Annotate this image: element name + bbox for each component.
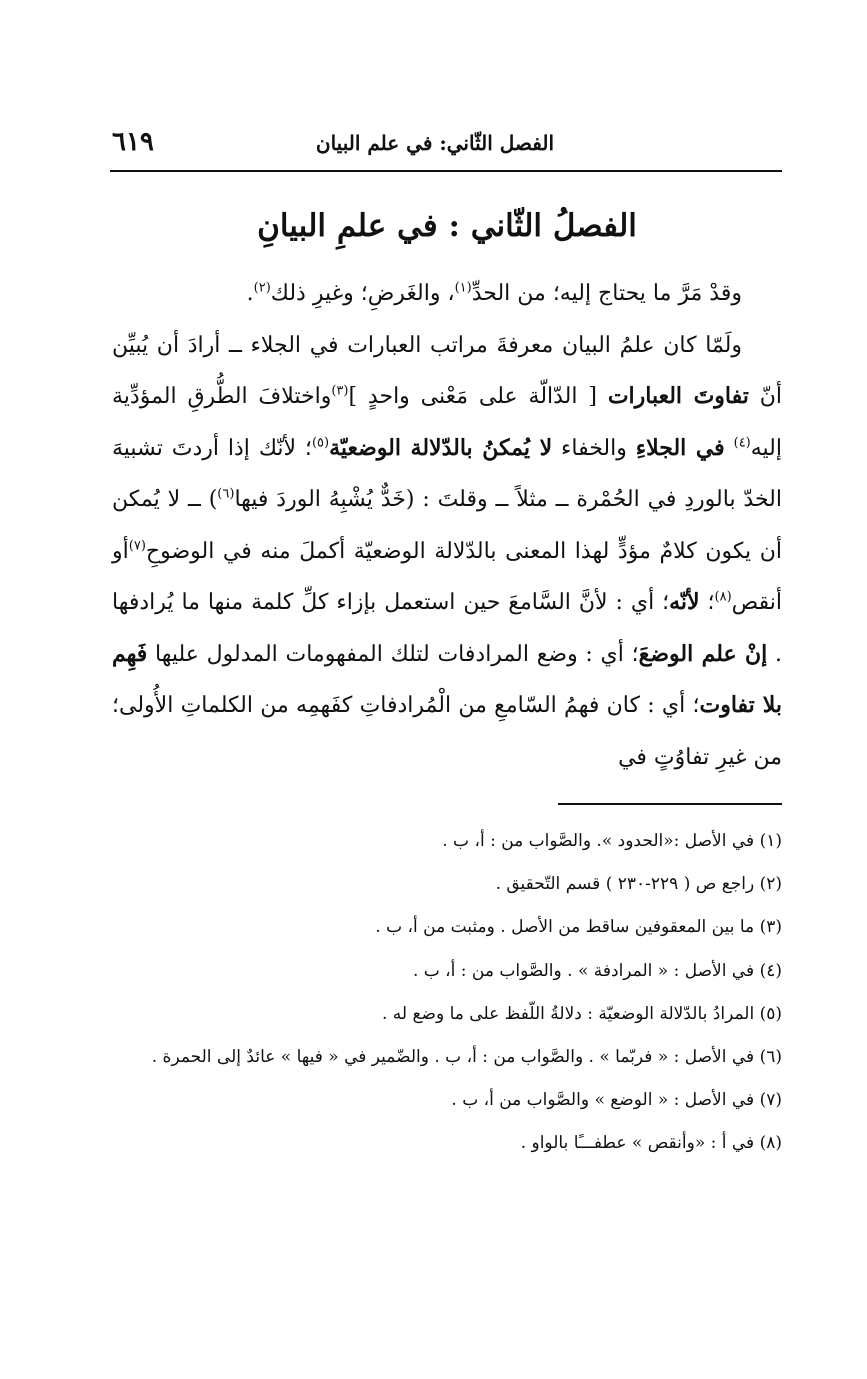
footnote-ref-2: (٢): [253, 280, 271, 296]
bold-term: فَهِم بلا تفاوت: [112, 640, 782, 718]
footnote-8: (٨) في أ : «وأنقص » عطفـــًا بالواو .: [520, 1133, 782, 1154]
paragraph-2: [112, 320, 782, 784]
text-run: وقدْ مَرَّ ما يحتاج إليه؛ من الحدِّ: [471, 281, 742, 306]
footnote-ref-1: (١): [454, 280, 472, 296]
footnote-ref-4: (٤): [733, 435, 751, 451]
footnote-1: (١) في الأصل :«الحدود ». والصَّواب من : أ، ب .: [442, 831, 782, 851]
text-run: ؛: [699, 590, 715, 615]
text-run: واختلافَ الطُّرقِ المؤدِّية إليه: [112, 384, 782, 461]
text-run: ؛ لأنّك إذا أردتَ تشبيهَ الخدّ بالوردِ في الحُمْرة ــ مثلاً ــ وقلتَ : (خَدٌّ يُشْبِهُ الوردَ فيها: [112, 435, 782, 512]
bold-term: إنْ علم الوضعَ: [638, 640, 768, 667]
bold-term: لا يُمكنُ بالدّلالة الوضعيّة: [329, 434, 553, 461]
text-run: والخفاء: [552, 435, 636, 461]
running-title: الفصل الثّاني: في علم البيان: [315, 131, 554, 155]
footnote-7: (٧) في الأصل : « الوضع » والصَّواب من أ، ب .: [451, 1090, 782, 1111]
text-run: ) ــ لا يُمكن أن يكون كلامٌ مؤدٍّ لهذا المعنى بالدّلالة الوضعيّة أكملَ منه في الوضوحِ: [112, 487, 782, 564]
header-rule: [110, 170, 782, 172]
page-number: ٦١٩: [112, 127, 154, 157]
footnotes-list: [112, 820, 782, 1166]
paragraph-1: [112, 268, 782, 320]
footnote-ref-6: (٦): [217, 486, 235, 502]
chapter-title: الفصلُ الثّاني : في علمِ البيانِ: [257, 208, 637, 244]
text-run: ؛ أي : كان فهمُ السّامعِ من الْمُرادفاتِ كفَهمِه من الكلماتِ الأُولى؛ من غيرِ تفاوُتٍ في: [112, 693, 782, 770]
text-run: [ الدّالّة على مَعْنى واحدٍ ]: [348, 384, 608, 409]
text-run: ؛ أي : لأنَّ السَّامعَ حين استعمل بإزاء كلِّ كلمة منها ما يُرادفها .: [112, 590, 782, 667]
text-run: .: [246, 281, 254, 306]
footnote-6: (٦) في الأصل : « فربّما » . والصَّواب من : أ، ب . والضّمير في « فيها » عائدٌ إلى الحمرة .: [151, 1047, 782, 1068]
footnote-ref-7: (٧): [128, 538, 146, 554]
footnote-ref-5: (٥): [311, 435, 330, 451]
text-run: أو أنقص: [112, 538, 782, 615]
footnote-5: (٥) المرادُ بالدّلالة الوضعيّة : دلالةُ اللّفظ على ما وضع له .: [382, 1003, 782, 1024]
bold-term: تفاوتَ العبارات: [607, 383, 749, 409]
bold-term: لأنّه: [669, 589, 700, 615]
footnote-ref-8: (٨): [714, 589, 732, 605]
text-run: ، والغَرضِ؛ وغيرِ ذلك: [270, 281, 455, 306]
text-run: ولَمّا كان علمُ البيان معرفةَ مراتب العبارات في الجلاء ــ أرادَ أن يُبيِّن أنّ: [112, 332, 782, 409]
footnote-2: (٢) راجع ص ( ٢٢٩-٢٣٠ ) قسم التّحقيق .: [495, 874, 782, 895]
bold-term: في الجلاءِ: [635, 434, 725, 461]
main-text: [112, 268, 782, 783]
footnote-ref-3: (٣): [331, 383, 349, 399]
text-run: ؛ أي : وضع المرادفات لتلك المفهومات المدلول عليها: [147, 641, 639, 667]
footnote-3: (٣) ما بين المعقوفين ساقط من الأصل . ومثبت من أ، ب .: [375, 917, 782, 938]
text-run: [725, 436, 734, 461]
page-header: [112, 125, 782, 165]
footnote-separator: [558, 803, 782, 805]
footnote-4: (٤) في الأصل : « المرادفة » . والصَّواب من : أ، ب .: [412, 960, 782, 981]
